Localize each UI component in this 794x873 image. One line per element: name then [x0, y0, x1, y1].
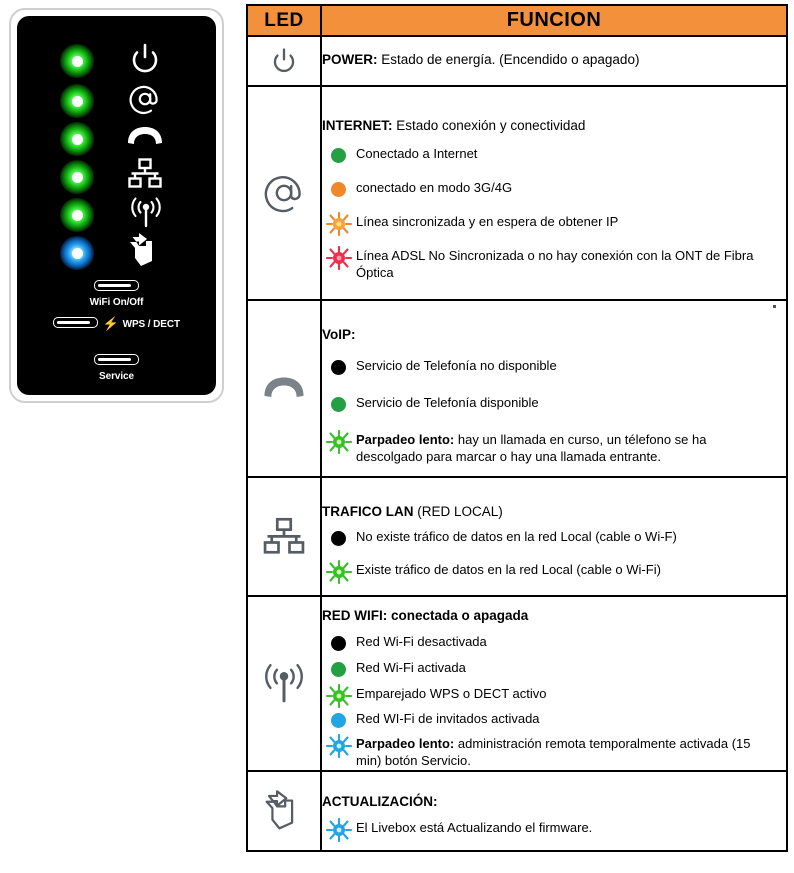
phone-handset-icon [261, 374, 307, 404]
row-title-rest: conectada o apagada [387, 608, 529, 623]
blue-dot-icon [322, 709, 356, 731]
green-dot-icon [322, 658, 356, 680]
row-body-update [321, 771, 787, 851]
row-body-voip [321, 300, 787, 477]
list-item [322, 709, 786, 731]
wps-dect-button[interactable] [17, 315, 216, 333]
list-item-label: Red WI-Fi de invitados activada [356, 711, 540, 727]
power-led [60, 44, 94, 78]
list-item-label: Emparejado WPS o DECT activo [356, 686, 547, 702]
list-item [322, 632, 786, 654]
row-icon-voip [247, 300, 321, 477]
list-item-label: No existe tráfico de datos en la red Local (cable o Wi-F) [356, 529, 677, 545]
header-function: FUNCION [321, 5, 787, 36]
list-item [322, 818, 786, 840]
row-title-lan [322, 503, 786, 521]
list-item-label: Conectado a Internet [356, 146, 478, 162]
row-title-rest: Estado conexión y conectividad [392, 118, 586, 133]
row-title-wifi [322, 607, 786, 625]
service-button[interactable] [17, 352, 216, 382]
red-burst-icon [322, 246, 356, 268]
bullet-list-wifi [322, 632, 786, 770]
row-title-bold: TRAFICO LAN [322, 503, 414, 519]
device-face [17, 16, 216, 395]
list-item-label: Existe tráfico de datos en la red Local (cable o Wi-Fi) [356, 562, 661, 578]
list-item-bold: Parpadeo lento: [356, 736, 455, 752]
table-row [247, 477, 787, 596]
green-dot-icon [322, 393, 356, 415]
service-label: Service [99, 371, 134, 382]
list-item-label: Servicio de Telefonía disponible [356, 394, 539, 410]
list-item [322, 246, 786, 282]
list-item [322, 356, 786, 378]
bullet-list-internet [322, 144, 786, 282]
update-page-icon [262, 789, 306, 833]
table-row [247, 771, 787, 851]
row-icon-wifi [247, 596, 321, 771]
row-icon-internet [247, 86, 321, 300]
led-column [17, 16, 216, 395]
lan-network-icon [262, 517, 306, 557]
list-item-label: conectado en modo 3G/4G [356, 180, 513, 196]
list-item-rest: hay un llamada en curso, un télefono se ha descolgado para marcar o hay una llamada entrante. [356, 431, 707, 464]
list-item-label: Servicio de Telefonía no disponible [356, 357, 557, 373]
row-icon-update [247, 771, 321, 851]
black-dot-icon [322, 632, 356, 654]
list-item-label: El Livebox está Actualizando el firmware. [356, 820, 593, 836]
row-icon-power [247, 36, 321, 86]
list-item [322, 393, 786, 415]
wps-dect-label: WPS / DECT [122, 318, 180, 330]
table-row [247, 300, 787, 477]
wifi-led [60, 198, 94, 232]
blue-burst-icon [322, 818, 356, 840]
row-body-internet [321, 86, 787, 300]
row-title-bold: VoIP: [322, 326, 356, 342]
list-item [322, 178, 786, 200]
row-title-bold: INTERNET: [322, 118, 393, 133]
list-item [322, 212, 786, 234]
bullet-list-update [322, 818, 786, 840]
row-title-bold: POWER: [322, 51, 378, 67]
list-item [322, 560, 786, 582]
table-row [247, 36, 787, 86]
internet-led [60, 84, 94, 118]
wifi-onoff-button[interactable] [17, 278, 216, 308]
wps-dect-pill[interactable] [53, 317, 98, 328]
table-row [247, 596, 787, 771]
at-sign-icon [127, 81, 163, 117]
list-item [322, 658, 786, 680]
service-pill[interactable] [94, 354, 139, 365]
phone-handset-icon [125, 124, 165, 150]
row-body-lan [321, 477, 787, 596]
list-item-label: Red Wi-Fi activada [356, 660, 466, 676]
list-item-label: Red Wi-Fi desactivada [356, 634, 487, 650]
table-header-row [247, 5, 787, 36]
wifi-onoff-pill[interactable] [94, 280, 139, 291]
row-title-power [322, 51, 786, 69]
led-function-table [246, 4, 788, 852]
list-item-label: Línea sincronizada y en espera de obtener IP [356, 214, 619, 230]
wifi-antenna-icon [259, 662, 309, 706]
lan-network-icon [127, 158, 163, 190]
list-item-label: Línea ADSL No Sincronizada o no hay conexión con la ONT de Fibra Óptica [356, 248, 754, 281]
list-item [322, 430, 786, 466]
black-dot-icon [322, 356, 356, 378]
blue-burst-icon [322, 734, 356, 756]
bullet-list-voip [322, 356, 786, 466]
update-led [60, 236, 94, 270]
row-title-update [322, 793, 786, 811]
row-title-rest: (RED LOCAL) [413, 503, 503, 519]
list-item-rest: administración remota temporalmente activada (15 min) botón Servicio. [356, 736, 751, 769]
row-icon-lan [247, 477, 321, 596]
wifi-onoff-label: WiFi On/Off [89, 297, 144, 308]
list-item-label [356, 430, 786, 466]
row-title-voip [322, 326, 786, 344]
table-row [247, 86, 787, 300]
update-page-icon [127, 232, 165, 270]
row-title-bold: RED WIFI: [322, 608, 388, 623]
black-dot-icon [322, 527, 356, 549]
orange-burst-icon [322, 212, 356, 234]
wps-icon: ⚡ [102, 316, 119, 331]
list-item-bold: Parpadeo lento: [356, 431, 455, 447]
power-icon [270, 47, 298, 75]
power-icon [128, 42, 162, 76]
list-item [322, 144, 786, 166]
green-burst-icon [322, 684, 356, 706]
green-burst-icon [322, 430, 356, 452]
row-title-bold: ACTUALIZACIÓN: [322, 793, 438, 809]
livebox-front-panel [9, 8, 224, 403]
green-burst-icon [322, 560, 356, 582]
list-item [322, 527, 786, 549]
list-item [322, 734, 786, 770]
stray-dot-artifact [773, 305, 776, 308]
header-led: LED [247, 5, 321, 36]
voip-led [60, 122, 94, 156]
orange-dot-icon [322, 178, 356, 200]
row-body-power [321, 36, 787, 86]
list-item [322, 684, 786, 706]
row-body-wifi [321, 596, 787, 771]
row-title-rest: Estado de energía. (Encendido o apagado) [377, 51, 640, 67]
green-dot-icon [322, 144, 356, 166]
list-item-label [356, 734, 786, 770]
lan-led [60, 160, 94, 194]
wifi-antenna-icon [127, 196, 165, 230]
row-title-internet [322, 117, 786, 135]
at-sign-icon [261, 170, 307, 216]
bullet-list-lan [322, 527, 786, 582]
